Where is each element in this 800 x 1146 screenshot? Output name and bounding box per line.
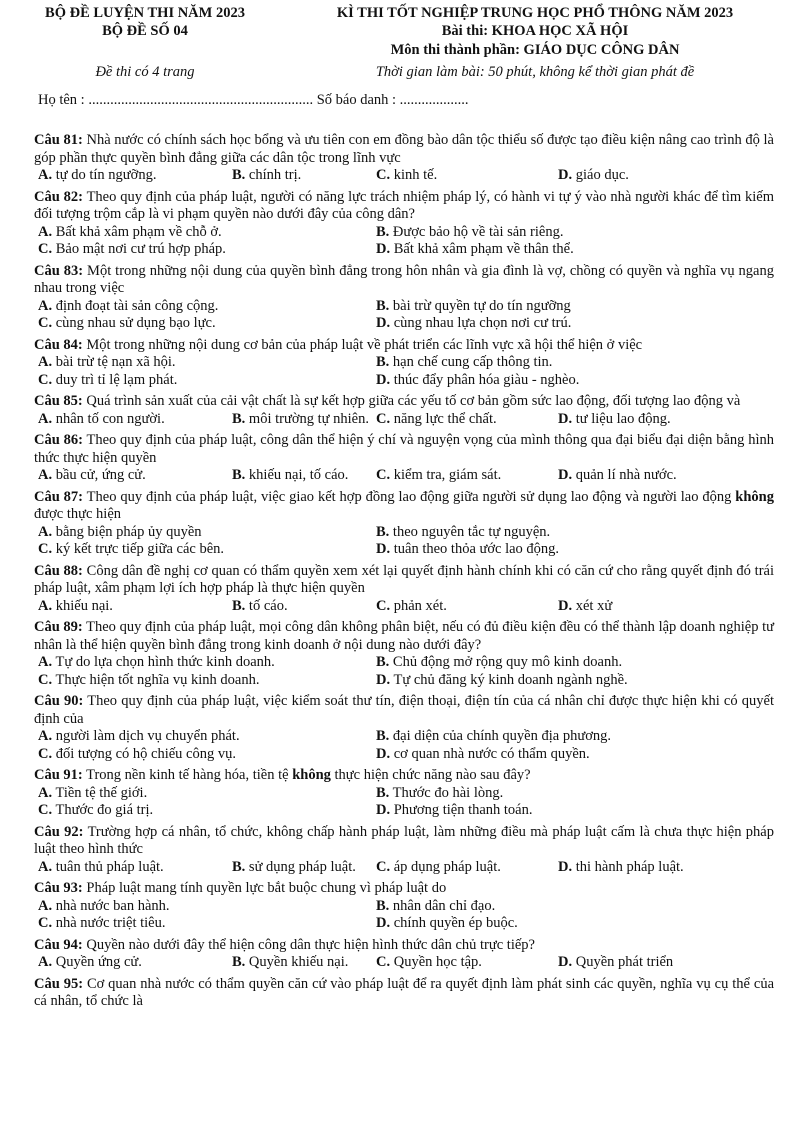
answer-text: Tiền tệ thế giới. bbox=[55, 784, 148, 801]
answer-option[interactable] bbox=[376, 524, 550, 542]
answer-option[interactable] bbox=[376, 802, 533, 820]
answer-option[interactable] bbox=[38, 728, 240, 746]
answer-text: chính trị. bbox=[248, 167, 302, 183]
answer-letter: A. bbox=[38, 858, 53, 875]
answer-option[interactable] bbox=[376, 241, 574, 259]
answer-option[interactable] bbox=[376, 298, 571, 316]
answer-text: hạn chế cung cấp thông tin. bbox=[392, 354, 553, 370]
question-label: Câu 91: bbox=[34, 767, 83, 783]
question-item bbox=[34, 563, 774, 616]
answer-text: Tự do lựa chọn hình thức kinh doanh. bbox=[55, 654, 275, 670]
question-item bbox=[34, 489, 774, 559]
answer-text: người làm dịch vụ chuyển phát. bbox=[55, 728, 240, 744]
answer-option[interactable] bbox=[232, 167, 301, 185]
answer-letter: B. bbox=[376, 223, 390, 240]
answer-letter: D. bbox=[558, 858, 573, 875]
answer-text: môi trường tự nhiên. bbox=[248, 410, 369, 427]
question-stem bbox=[34, 132, 774, 167]
answer-text: cùng nhau sử dụng bạo lực. bbox=[55, 315, 216, 331]
answer-option[interactable] bbox=[38, 898, 170, 916]
question-stem bbox=[34, 563, 774, 598]
answer-letter: B. bbox=[232, 954, 246, 970]
answer-text: Quyền học tập. bbox=[393, 954, 482, 970]
answer-letter: D. bbox=[558, 597, 573, 614]
question-item bbox=[34, 263, 774, 333]
answer-text: áp dụng pháp luật. bbox=[393, 858, 501, 875]
answer-option[interactable] bbox=[38, 859, 164, 877]
answer-letter: C. bbox=[376, 858, 391, 875]
answer-row bbox=[38, 598, 774, 616]
answer-option[interactable] bbox=[376, 315, 571, 333]
answer-text: Thước đo giá trị. bbox=[55, 802, 154, 818]
question-text: Theo quy định của pháp luật, việc kiểm soát thư tín, điện thoại, điện tín của cá nhân chỉ được thực hiện khi có quyết định của bbox=[34, 693, 774, 727]
answer-letter: D. bbox=[376, 371, 391, 388]
answer-option[interactable] bbox=[38, 354, 176, 372]
answer-option[interactable] bbox=[38, 524, 202, 542]
answer-text: Quyền ứng cử. bbox=[55, 954, 142, 970]
answer-option[interactable] bbox=[38, 224, 222, 242]
question-text: Quyền nào dưới đây thể hiện công dân thực hiện hình thức dân chủ trực tiếp? bbox=[86, 936, 535, 953]
answer-letter: B. bbox=[376, 523, 390, 540]
answer-text: khiếu nại. bbox=[55, 597, 113, 614]
question-label: Câu 95: bbox=[34, 975, 84, 992]
answer-text: xét xử bbox=[575, 597, 613, 614]
answer-letter: B. bbox=[232, 167, 246, 183]
question-item bbox=[34, 937, 774, 972]
answer-text: bằng biện pháp ủy quyền bbox=[55, 523, 202, 540]
question-text: Cơ quan nhà nước có thẩm quyền căn cứ vào pháp luật để ra quyết định làm phát sinh các quyền, nghĩa vụ cụ thể của cá nhân, tổ chức là bbox=[34, 975, 775, 1009]
answer-letter: A. bbox=[38, 467, 53, 483]
answer-text: khiếu nại, tố cáo. bbox=[248, 467, 349, 483]
answer-option[interactable] bbox=[38, 746, 236, 764]
answer-text: tư liệu lao động. bbox=[575, 410, 671, 427]
answer-letter: D. bbox=[558, 467, 573, 483]
answer-text: giáo dục. bbox=[575, 167, 629, 183]
answer-option[interactable] bbox=[558, 859, 684, 877]
question-item bbox=[34, 693, 774, 763]
answer-row bbox=[38, 785, 774, 803]
answer-letter: B. bbox=[232, 410, 246, 427]
answer-option[interactable] bbox=[376, 898, 495, 916]
answer-letter: A. bbox=[38, 784, 53, 801]
answer-option[interactable] bbox=[38, 167, 156, 185]
answer-text: định đoạt tài sản công cộng. bbox=[55, 297, 219, 314]
question-label: Câu 85: bbox=[34, 393, 83, 409]
answer-row bbox=[38, 315, 774, 333]
question-text: Nhà nước có chính sách học bổng và ưu tiên con em đồng bào dân tộc thiểu số được tạo điều kiện nâng cao trình độ là góp phần thực quyền bình đẳng giữa các dân tộc trong lĩnh vực bbox=[34, 132, 774, 166]
answer-text: nhân dân chỉ đạo. bbox=[392, 897, 496, 914]
answer-option[interactable] bbox=[38, 541, 224, 559]
answer-letter: B. bbox=[232, 858, 246, 875]
answer-letter: A. bbox=[38, 354, 53, 370]
answer-option[interactable] bbox=[232, 598, 288, 616]
question-stem bbox=[34, 824, 774, 859]
answer-text: Phương tiện thanh toán. bbox=[393, 802, 533, 818]
answer-text: Bất khả xâm phạm về thân thể. bbox=[393, 241, 574, 257]
question-text: Pháp luật mang tính quyền lực bắt buộc chung vì pháp luật do bbox=[86, 880, 447, 896]
answer-option[interactable] bbox=[376, 954, 482, 972]
question-stem bbox=[34, 619, 774, 654]
answer-text: tuân thủ pháp luật. bbox=[55, 858, 164, 875]
answer-letter: C. bbox=[38, 371, 53, 388]
answer-letter: D. bbox=[376, 241, 391, 257]
answer-letter: B. bbox=[376, 728, 390, 744]
question-label: Câu 94: bbox=[34, 936, 83, 953]
question-label: Câu 89: bbox=[34, 619, 83, 635]
answer-option[interactable] bbox=[232, 411, 369, 429]
answer-row bbox=[38, 167, 774, 185]
answer-text: bài trừ quyền tự do tín ngưỡng bbox=[392, 297, 571, 314]
answer-text: phản xét. bbox=[393, 597, 447, 614]
answer-letter: A. bbox=[38, 167, 53, 183]
answer-row bbox=[38, 802, 774, 820]
question-text: Theo quy định của pháp luật, việc giao kết hợp đồng lao động giữa người sử dụng lao động và người lao động bbox=[86, 488, 736, 505]
question-stem bbox=[34, 937, 774, 955]
exam-number: BỘ ĐỀ SỐ 04 bbox=[102, 23, 188, 39]
answer-row bbox=[38, 728, 774, 746]
answer-text: ký kết trực tiếp giữa các bên. bbox=[55, 541, 225, 557]
answer-option[interactable] bbox=[376, 354, 552, 372]
question-stem bbox=[34, 263, 774, 298]
exam-subject: Bài thi: KHOA HỌC XÃ HỘI bbox=[441, 23, 629, 39]
answer-text: duy trì tỉ lệ lạm phát. bbox=[55, 371, 178, 388]
question-text-end: thực hiện chức năng nào sau đây? bbox=[330, 767, 531, 783]
answer-letter: B. bbox=[376, 354, 390, 370]
answer-letter: D. bbox=[558, 954, 573, 970]
answer-option[interactable] bbox=[558, 467, 677, 485]
question-text: Theo quy định của pháp luật, mọi công dân không phân biệt, nếu có đủ điều kiện đều có thể thành lập doanh nghiệp tư nhân là thể hiện quyền bình đẳng trong kinh doanh ở nội dung nào dưới đây? bbox=[34, 619, 774, 653]
answer-text: sử dụng pháp luật. bbox=[248, 858, 356, 875]
question-label: Câu 93: bbox=[34, 880, 83, 896]
answer-letter: C. bbox=[38, 315, 53, 331]
answer-option[interactable] bbox=[38, 411, 165, 429]
exam-component-subject: Môn thi thành phần: GIÁO DỤC CÔNG DÂN bbox=[390, 42, 680, 58]
answer-option[interactable] bbox=[38, 802, 153, 820]
answer-letter: B. bbox=[232, 597, 246, 614]
question-text: Quá trình sản xuất của cải vật chất là sự kết hợp giữa các yếu tố cơ bản gồm sức lao động, đối tượng lao động và bbox=[86, 393, 741, 409]
answer-text: tự do tín ngưỡng. bbox=[55, 167, 157, 183]
question-text-end: được thực hiện bbox=[34, 506, 121, 522]
answer-row bbox=[38, 241, 774, 259]
question-label: Câu 81: bbox=[34, 132, 83, 148]
answer-option[interactable] bbox=[376, 598, 447, 616]
question-label: Câu 87: bbox=[34, 488, 84, 505]
answer-option[interactable] bbox=[376, 372, 579, 390]
candidate-info-line bbox=[38, 92, 469, 109]
answer-letter: D. bbox=[558, 167, 573, 183]
question-text: Công dân đề nghị cơ quan có thẩm quyền xem xét lại quyết định hành chính khi có căn cứ cho rằng quyết định đó trái pháp luật, xâm phạm lợi ích hợp pháp là thực hiện quyền bbox=[34, 562, 774, 596]
answer-option[interactable] bbox=[232, 467, 348, 485]
answer-text: Được bảo hộ về tài sản riêng. bbox=[392, 223, 564, 240]
candidate-id-field[interactable]: Số báo danh : ................... bbox=[316, 92, 469, 108]
answer-option[interactable] bbox=[376, 728, 611, 746]
question-emphasis: không bbox=[735, 488, 774, 505]
answer-option[interactable] bbox=[38, 654, 275, 672]
question-item bbox=[34, 880, 774, 933]
answer-letter: C. bbox=[376, 167, 391, 183]
question-label: Câu 88: bbox=[34, 562, 83, 579]
question-stem bbox=[34, 693, 774, 728]
answer-option[interactable] bbox=[38, 915, 165, 933]
answer-letter: A. bbox=[38, 897, 53, 914]
answer-text: đối tượng có hộ chiếu công vụ. bbox=[55, 745, 236, 762]
answer-letter: A. bbox=[38, 728, 53, 744]
answer-text: Quyền phát triển bbox=[575, 954, 674, 970]
answer-text: quản lí nhà nước. bbox=[575, 467, 677, 483]
question-label: Câu 90: bbox=[34, 693, 84, 709]
answer-option[interactable] bbox=[376, 224, 563, 242]
answer-option[interactable] bbox=[38, 954, 142, 972]
answer-row bbox=[38, 541, 774, 559]
answer-text: chính quyền ép buộc. bbox=[393, 915, 518, 931]
answer-letter: D. bbox=[376, 745, 391, 762]
answer-option[interactable] bbox=[38, 672, 259, 690]
answer-letter: C. bbox=[376, 467, 391, 483]
answer-letter: C. bbox=[38, 802, 53, 818]
answer-option[interactable] bbox=[38, 467, 146, 485]
answer-row bbox=[38, 859, 774, 877]
answer-row bbox=[38, 372, 774, 390]
answer-text: nhân tố con người. bbox=[55, 410, 165, 427]
answer-text: cùng nhau lựa chọn nơi cư trú. bbox=[393, 315, 572, 331]
answer-option[interactable] bbox=[376, 167, 437, 185]
answer-option[interactable] bbox=[558, 167, 629, 185]
answer-text: tố cáo. bbox=[248, 597, 288, 614]
question-label: Câu 92: bbox=[34, 823, 84, 840]
answer-text: Chủ động mở rộng quy mô kinh doanh. bbox=[392, 654, 623, 670]
answer-letter: C. bbox=[38, 241, 53, 257]
question-item bbox=[34, 337, 774, 390]
answer-row bbox=[38, 915, 774, 933]
answer-option[interactable] bbox=[558, 411, 671, 429]
question-label: Câu 83: bbox=[34, 262, 84, 279]
exam-title: KÌ THI TỐT NGHIỆP TRUNG HỌC PHỔ THÔNG NĂM 2023 bbox=[336, 5, 734, 21]
answer-text: Thực hiện tốt nghĩa vụ kinh doanh. bbox=[55, 671, 260, 688]
answer-text: kiểm tra, giám sát. bbox=[393, 467, 502, 483]
answer-letter: C. bbox=[376, 410, 391, 427]
question-stem bbox=[34, 393, 774, 411]
answer-letter: A. bbox=[38, 297, 53, 314]
answer-letter: D. bbox=[376, 541, 391, 557]
question-text: Một trong những nội dung của quyền bình đẳng trong hôn nhân và gia đình là vợ, chồng có quyền và nghĩa vụ ngang nhau trong việc bbox=[34, 262, 774, 296]
question-text: Một trong những nội dung cơ bản của pháp luật về phát triển các lĩnh vực xã hội thể hiện ở việc bbox=[86, 336, 643, 353]
question-label: Câu 82: bbox=[34, 188, 83, 205]
question-text: Trường hợp cá nhân, tổ chức, không chấp hành pháp luật, làm những điều mà pháp luật cấm là chưa thực hiện pháp luật theo hình thức bbox=[34, 823, 774, 857]
answer-option[interactable] bbox=[232, 954, 348, 972]
answer-row bbox=[38, 467, 774, 485]
answer-option[interactable] bbox=[38, 298, 218, 316]
answer-letter: A. bbox=[38, 597, 53, 614]
answer-text: nhà nước ban hành. bbox=[55, 897, 170, 914]
question-item bbox=[34, 619, 774, 689]
answer-text: Quyền khiếu nại. bbox=[248, 954, 349, 970]
answer-letter: C. bbox=[376, 954, 391, 970]
answer-text: theo nguyên tắc tự nguyện. bbox=[392, 523, 551, 540]
answer-text: tuân theo thỏa ước lao động. bbox=[393, 541, 560, 557]
answer-option[interactable] bbox=[376, 859, 501, 877]
answer-option[interactable] bbox=[376, 411, 497, 429]
answer-option[interactable] bbox=[376, 467, 501, 485]
answer-letter: A. bbox=[38, 410, 53, 427]
answer-row bbox=[38, 672, 774, 690]
answer-row bbox=[38, 746, 774, 764]
answer-option[interactable] bbox=[558, 954, 673, 972]
answer-letter: A. bbox=[38, 523, 53, 540]
answer-option[interactable] bbox=[38, 372, 177, 390]
question-text: Theo quy định của pháp luật, công dân thể hiện ý chí và nguyện vọng của mình thông qua đại biểu đại diện bằng hình thức thực hiện quyền bbox=[34, 432, 774, 466]
answer-text: thi hành pháp luật. bbox=[575, 858, 684, 875]
answer-row bbox=[38, 524, 774, 542]
answer-option[interactable] bbox=[376, 541, 559, 559]
answer-text: Bất khả xâm phạm về chỗ ở. bbox=[55, 223, 222, 240]
answer-text: nhà nước triệt tiêu. bbox=[55, 915, 166, 931]
answer-row bbox=[38, 898, 774, 916]
answer-row bbox=[38, 298, 774, 316]
question-stem bbox=[34, 880, 774, 898]
question-text: Trong nền kinh tế hàng hóa, tiền tệ bbox=[86, 767, 293, 783]
answer-option[interactable] bbox=[376, 785, 503, 803]
answer-text: cơ quan nhà nước có thẩm quyền. bbox=[393, 745, 590, 762]
answer-letter: C. bbox=[38, 745, 53, 762]
answer-letter: B. bbox=[232, 467, 246, 483]
answer-option[interactable] bbox=[38, 315, 216, 333]
answer-text: Bảo mật nơi cư trú hợp pháp. bbox=[55, 241, 226, 257]
answer-letter: D. bbox=[376, 671, 391, 688]
answer-option[interactable] bbox=[232, 859, 356, 877]
question-stem bbox=[34, 432, 774, 467]
page-count-note: Đề thi có 4 trang bbox=[95, 64, 195, 80]
answer-letter: A. bbox=[38, 654, 53, 670]
answer-text: đại diện của chính quyền địa phương. bbox=[392, 728, 611, 744]
answer-text: thúc đẩy phân hóa giàu - nghèo. bbox=[393, 371, 580, 388]
answer-letter: B. bbox=[376, 897, 390, 914]
question-item bbox=[34, 976, 774, 1011]
answer-row bbox=[38, 224, 774, 242]
exam-duration: Thời gian làm bài: 50 phút, không kể thời gian phát đề bbox=[375, 64, 695, 80]
question-label: Câu 84: bbox=[34, 336, 83, 353]
answer-option[interactable] bbox=[376, 654, 622, 672]
answer-letter: C. bbox=[38, 541, 53, 557]
answer-text: năng lực thể chất. bbox=[393, 410, 497, 427]
answer-text: Thước đo hài lòng. bbox=[392, 784, 504, 801]
answer-letter: A. bbox=[38, 954, 53, 970]
answer-letter: D. bbox=[376, 915, 391, 931]
answer-letter: C. bbox=[376, 597, 391, 614]
question-stem bbox=[34, 189, 774, 224]
question-stem bbox=[34, 767, 774, 785]
candidate-name-field[interactable]: Họ tên : .............................................................. bbox=[38, 92, 314, 108]
question-emphasis: không bbox=[292, 767, 331, 783]
question-item bbox=[34, 432, 774, 485]
answer-letter: C. bbox=[38, 915, 53, 931]
question-item bbox=[34, 824, 774, 877]
answer-text: Tự chủ đăng ký kinh doanh ngành nghề. bbox=[393, 671, 628, 688]
answer-text: bài trừ tệ nạn xã hội. bbox=[55, 354, 176, 370]
answer-letter: B. bbox=[376, 784, 390, 801]
answer-letter: C. bbox=[38, 671, 53, 688]
answer-option[interactable] bbox=[38, 241, 226, 259]
answer-letter: D. bbox=[558, 410, 573, 427]
question-item bbox=[34, 132, 774, 185]
answer-letter: D. bbox=[376, 315, 391, 331]
answer-option[interactable] bbox=[38, 785, 147, 803]
answer-row bbox=[38, 654, 774, 672]
answer-letter: D. bbox=[376, 802, 391, 818]
question-stem bbox=[34, 337, 774, 355]
answer-row bbox=[38, 354, 774, 372]
question-stem bbox=[34, 976, 774, 1011]
answer-letter: B. bbox=[376, 654, 390, 670]
question-list bbox=[34, 132, 774, 1015]
answer-row bbox=[38, 954, 774, 972]
answer-option[interactable] bbox=[38, 598, 113, 616]
answer-letter: B. bbox=[376, 297, 390, 314]
question-item bbox=[34, 393, 774, 428]
answer-option[interactable] bbox=[376, 915, 518, 933]
answer-option[interactable] bbox=[558, 598, 612, 616]
answer-text: kinh tế. bbox=[393, 167, 438, 183]
answer-text: bầu cử, ứng cử. bbox=[55, 467, 146, 483]
question-stem bbox=[34, 489, 774, 524]
question-label: Câu 86: bbox=[34, 432, 83, 448]
exam-set-title: BỘ ĐỀ LUYỆN THI NĂM 2023 bbox=[45, 5, 245, 21]
answer-option[interactable] bbox=[376, 672, 628, 690]
answer-row bbox=[38, 411, 774, 429]
question-item bbox=[34, 767, 774, 820]
question-item bbox=[34, 189, 774, 259]
answer-option[interactable] bbox=[376, 746, 590, 764]
answer-letter: A. bbox=[38, 223, 53, 240]
question-text: Theo quy định của pháp luật, người có năng lực trách nhiệm pháp lý, có hành vi tự ý vào nhà người khác để tìm kiếm đối tượng trộm cắp là vi phạm quyền nào dưới đây của công dân? bbox=[34, 188, 774, 222]
